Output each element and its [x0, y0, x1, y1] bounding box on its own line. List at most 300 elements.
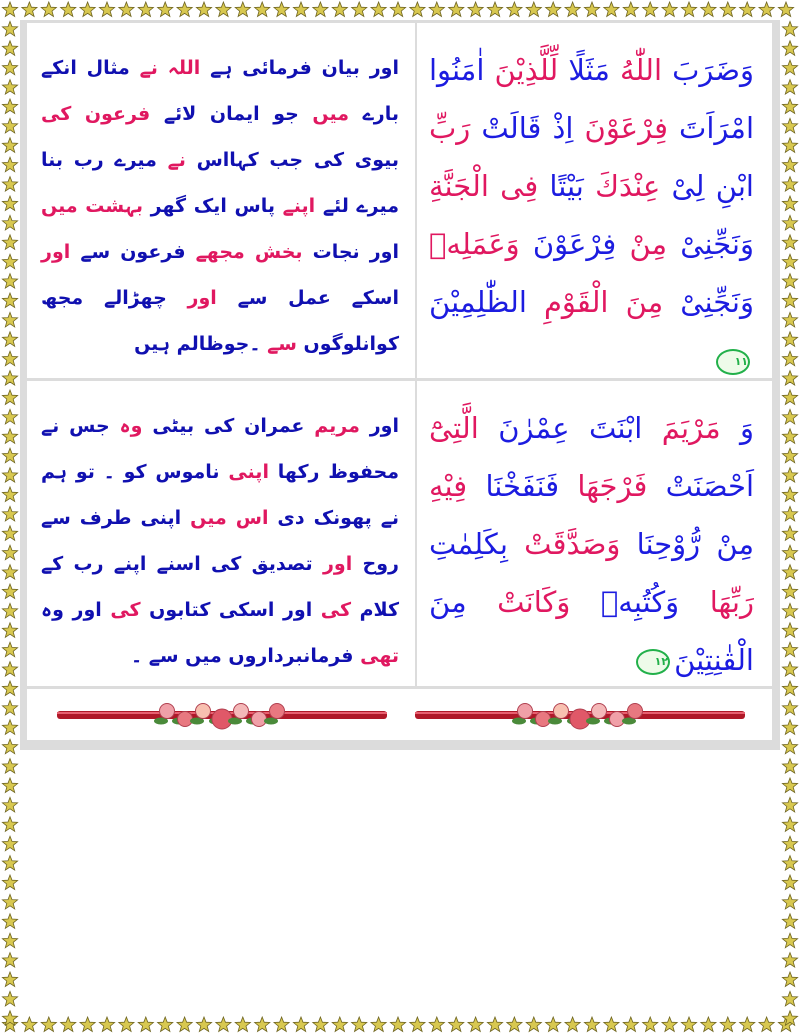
- arabic-word-segment: اللّٰهُ: [609, 53, 663, 87]
- star-icon: [371, 1017, 386, 1032]
- star-icon: [720, 1017, 735, 1032]
- star-icon: [429, 1017, 444, 1032]
- urdu-word-segment: ۔جوظالم ہیں: [134, 333, 261, 355]
- star-icon: [701, 2, 716, 17]
- star-icon: [177, 2, 192, 17]
- urdu-word-segment: ناموس کو ۔ تو ہم نے پھونک دی: [41, 461, 399, 529]
- arabic-word-segment: مِنَ الْقَوْمِ: [526, 285, 664, 319]
- urdu-word-segment: پاس ایک گھر: [143, 195, 275, 217]
- star-icon: [782, 351, 797, 366]
- urdu-word-segment: بیوی کی جب کہااس: [185, 149, 399, 171]
- star-icon: [782, 429, 797, 444]
- rose-icon: [628, 704, 643, 719]
- rose-icon: [212, 709, 232, 729]
- urdu-translation-verse-12: [27, 381, 415, 679]
- urdu-word-segment: میرے رب بنا: [41, 149, 157, 171]
- star-icon: [216, 1017, 231, 1032]
- star-icon: [782, 235, 797, 250]
- urdu-word-segment: اپنے رب کے کلام: [41, 553, 400, 621]
- rose-icon: [178, 712, 193, 727]
- urdu-word-segment: بہشت میں: [41, 195, 143, 217]
- star-icon: [782, 21, 797, 36]
- arabic-word-segment: بَيْتًا: [538, 169, 584, 203]
- star-icon: [782, 332, 797, 347]
- urdu-word-segment: جس نے محفوظ رکھا: [41, 415, 400, 483]
- star-icon: [584, 2, 599, 17]
- star-icon: [782, 274, 797, 289]
- star-icon: [782, 215, 797, 230]
- arabic-text-verse-11: [417, 23, 772, 378]
- urdu-cell-verse-12: [27, 381, 415, 686]
- arabic-word-segment: مِنَ الْقٰنِتِيْنَ: [429, 585, 754, 677]
- arabic-word-segment: عِنْدَكَ: [583, 169, 661, 203]
- star-icon: [2, 953, 17, 968]
- star-icon: [2, 642, 17, 657]
- star-icon: [782, 545, 797, 560]
- star-icon: [119, 2, 134, 17]
- urdu-word-segment: انکے بارے: [41, 57, 400, 125]
- star-icon: [449, 2, 464, 17]
- star-icon: [2, 1017, 17, 1032]
- star-icon: [2, 235, 17, 250]
- arabic-text-verse-12: [417, 381, 772, 686]
- star-icon: [720, 2, 735, 17]
- star-icon: [740, 2, 755, 17]
- star-icon: [61, 2, 76, 17]
- urdu-cell-verse-11: [27, 23, 415, 378]
- star-icon: [138, 1017, 153, 1032]
- urdu-word-segment: اسکے عمل: [267, 287, 399, 309]
- star-icon: [293, 1017, 308, 1032]
- star-icon: [2, 623, 17, 638]
- star-icon: [782, 1011, 797, 1026]
- arabic-word-segment: فَرْجَهَا: [559, 469, 648, 503]
- star-icon: [782, 700, 797, 715]
- star-icon: [2, 409, 17, 424]
- urdu-word-segment: عمران کی بیٹی: [142, 415, 305, 437]
- arabic-word-segment: رُّوْحِنَا: [620, 527, 701, 561]
- rose-icon: [518, 704, 533, 719]
- rose-icon: [196, 704, 211, 719]
- star-icon: [782, 584, 797, 599]
- star-icon: [390, 1017, 405, 1032]
- star-icon: [2, 933, 17, 948]
- star-icon: [2, 836, 17, 851]
- urdu-word-segment: کی: [41, 103, 72, 125]
- urdu-word-segment: اللہ: [157, 57, 201, 79]
- star-icon: [196, 2, 211, 17]
- star-icon: [2, 487, 17, 502]
- urdu-word-segment: میں: [298, 103, 350, 125]
- star-icon: [526, 2, 541, 17]
- star-icon: [99, 2, 114, 17]
- star-icon: [2, 254, 17, 269]
- star-icon: [2, 894, 17, 909]
- ayah-number-icon: ١٢: [636, 649, 670, 675]
- urdu-word-segment: مجھے: [185, 241, 245, 263]
- star-icon: [782, 875, 797, 890]
- star-icon: [782, 623, 797, 638]
- star-icon: [22, 2, 37, 17]
- urdu-word-segment: اور: [359, 57, 399, 79]
- star-icon: [41, 2, 56, 17]
- star-icon: [2, 99, 17, 114]
- star-icon: [255, 1017, 270, 1032]
- urdu-word-segment: اور: [166, 287, 217, 309]
- star-icon: [782, 739, 797, 754]
- star-icon: [782, 681, 797, 696]
- star-icon: [390, 2, 405, 17]
- arabic-word-segment: لِّلَّذِيْنَ: [484, 53, 559, 87]
- footer-ornament-row: [27, 689, 772, 740]
- urdu-word-segment: سے: [260, 333, 297, 355]
- rose-icon: [270, 704, 285, 719]
- star-icon: [158, 2, 173, 17]
- urdu-word-segment: بیان فرمائی ہے: [200, 57, 360, 79]
- arabic-word-segment: وَكَانَتْ: [466, 585, 571, 619]
- star-icon: [782, 177, 797, 192]
- arabic-word-segment: وَنَجِّنِىْ: [663, 285, 755, 319]
- star-icon: [2, 1011, 17, 1026]
- star-icon: [782, 487, 797, 502]
- star-icon: [782, 196, 797, 211]
- star-icon: [782, 157, 797, 172]
- star-icon: [782, 953, 797, 968]
- arabic-word-segment: بِكَلِمٰتِ: [429, 527, 508, 561]
- arabic-word-segment: فِيْهِ: [429, 469, 468, 503]
- star-icon: [2, 332, 17, 347]
- urdu-word-segment: سے: [216, 287, 268, 309]
- star-icon: [158, 1017, 173, 1032]
- star-icon: [782, 254, 797, 269]
- star-icon: [662, 2, 677, 17]
- star-icon: [782, 41, 797, 56]
- arabic-word-segment: رَبِّ: [429, 111, 471, 145]
- arabic-word-segment: الَّتِىْٓ: [429, 411, 479, 445]
- star-icon: [2, 759, 17, 774]
- star-icon: [2, 875, 17, 890]
- star-icon: [235, 1017, 250, 1032]
- star-icon: [604, 1017, 619, 1032]
- arabic-word-segment: وَنَجِّنِىْ: [667, 227, 755, 261]
- star-icon: [2, 565, 17, 580]
- star-icon: [332, 1017, 347, 1032]
- star-icon: [449, 1017, 464, 1032]
- star-icon: [546, 2, 561, 17]
- star-icon: [782, 293, 797, 308]
- star-icon: [2, 41, 17, 56]
- star-icon: [782, 662, 797, 677]
- star-icon: [782, 138, 797, 153]
- verse-table: [27, 23, 772, 740]
- star-icon: [274, 1017, 289, 1032]
- star-icon: [216, 2, 231, 17]
- urdu-word-segment: اور: [312, 553, 353, 575]
- urdu-word-segment: مریم: [304, 415, 360, 437]
- star-icon: [80, 2, 95, 17]
- urdu-word-segment: فرعون سے: [70, 241, 186, 263]
- urdu-word-segment: مثال: [76, 57, 130, 79]
- urdu-word-segment: وہ: [109, 415, 143, 437]
- star-icon: [526, 1017, 541, 1032]
- star-icon: [99, 1017, 114, 1032]
- arabic-word-segment: فَنَفَخْنَا: [467, 469, 560, 503]
- star-icon: [487, 1017, 502, 1032]
- urdu-word-segment: جو ایمان لائے: [150, 103, 299, 125]
- star-icon: [468, 1017, 483, 1032]
- star-icon: [782, 371, 797, 386]
- star-icon: [2, 177, 17, 192]
- star-icon: [565, 1017, 580, 1032]
- star-icon: [782, 390, 797, 405]
- star-icon: [2, 138, 17, 153]
- arabic-word-segment: فِرْعَوْنَ: [573, 111, 668, 145]
- star-icon: [546, 1017, 561, 1032]
- rose-icon: [592, 704, 607, 719]
- star-icon: [778, 1017, 793, 1032]
- arabic-word-segment: ابْنَتَ عِمْرٰنَ: [478, 411, 643, 445]
- star-icon: [313, 1017, 328, 1032]
- urdu-word-segment: اور: [63, 599, 102, 621]
- star-icon: [2, 351, 17, 366]
- star-icon: [2, 991, 17, 1006]
- star-icon: [22, 1017, 37, 1032]
- star-icon: [507, 2, 522, 17]
- star-icon: [255, 2, 270, 17]
- rose-icon: [610, 712, 625, 727]
- star-icon: [352, 1017, 367, 1032]
- urdu-word-segment: اپنی: [219, 461, 269, 483]
- star-icon: [2, 506, 17, 521]
- star-icon: [2, 60, 17, 74]
- star-icon: [313, 2, 328, 17]
- star-icon: [2, 80, 17, 95]
- star-icon: [2, 2, 17, 17]
- star-icon: [782, 468, 797, 483]
- urdu-word-segment: اور: [41, 241, 71, 263]
- star-icon: [410, 1017, 425, 1032]
- star-icon: [782, 914, 797, 929]
- star-icon: [782, 603, 797, 618]
- star-icon: [782, 778, 797, 793]
- star-icon: [2, 196, 17, 211]
- arabic-word-segment: فِرْعَوْنَ: [519, 227, 617, 261]
- star-icon: [2, 429, 17, 444]
- star-icon: [2, 274, 17, 289]
- star-icon: [2, 681, 17, 696]
- star-icon: [2, 545, 17, 560]
- star-icon: [643, 1017, 658, 1032]
- star-icon: [138, 2, 153, 17]
- star-icon: [507, 1017, 522, 1032]
- star-icon: [2, 720, 17, 735]
- urdu-word-segment: تصدیق کی اسنے: [146, 553, 313, 575]
- urdu-word-segment: اور: [359, 415, 399, 437]
- star-icon: [2, 157, 17, 172]
- floral-divider-left-icon: [57, 697, 387, 733]
- star-icon: [410, 2, 425, 17]
- rose-icon: [160, 704, 175, 719]
- urdu-word-segment: اپنے: [274, 195, 316, 217]
- urdu-word-segment: کی: [312, 599, 352, 621]
- star-icon: [2, 817, 17, 832]
- star-icon: [2, 972, 17, 987]
- floral-divider-right-icon: [415, 697, 745, 733]
- star-icon: [2, 526, 17, 541]
- urdu-word-segment: میرے لئے: [315, 195, 400, 217]
- urdu-word-segment: نے: [129, 57, 158, 79]
- star-icon: [274, 2, 289, 17]
- star-icon: [487, 2, 502, 17]
- star-icon: [196, 1017, 211, 1032]
- star-icon: [782, 933, 797, 948]
- star-icon: [782, 720, 797, 735]
- star-icon: [2, 856, 17, 871]
- arabic-word-segment: لِىْ: [660, 169, 705, 203]
- star-icon: [352, 2, 367, 17]
- arabic-word-segment: فِى الْجَنَّةِ: [429, 169, 539, 203]
- star-icon: [2, 448, 17, 463]
- star-icon: [681, 1017, 696, 1032]
- star-icon: [782, 972, 797, 987]
- star-icon: [782, 118, 797, 132]
- star-icon: [782, 312, 797, 327]
- star-icon: [2, 468, 17, 483]
- rose-icon: [252, 712, 267, 727]
- star-icon: [429, 2, 444, 17]
- urdu-word-segment: اور اسکی کتابوں: [140, 599, 313, 621]
- star-icon: [177, 1017, 192, 1032]
- urdu-word-segment: نے: [156, 149, 186, 171]
- arabic-word-segment: مَثَلًا: [558, 53, 610, 87]
- urdu-translation-verse-11: [27, 23, 415, 367]
- arabic-word-segment: وَعَمَلِهٖ: [429, 227, 520, 261]
- star-icon: [782, 80, 797, 95]
- star-icon: [782, 991, 797, 1006]
- arabic-word-segment: رَبِّهَا: [679, 585, 754, 619]
- star-icon: [782, 60, 797, 74]
- star-icon: [468, 2, 483, 17]
- urdu-word-segment: وہ: [41, 599, 64, 621]
- star-icon: [119, 1017, 134, 1032]
- star-icon: [565, 2, 580, 17]
- arabic-word-segment: مَرْيَمَ: [642, 411, 721, 445]
- star-icon: [782, 526, 797, 541]
- urdu-word-segment: بخش: [244, 241, 303, 263]
- star-icon: [623, 1017, 638, 1032]
- star-icon: [61, 1017, 76, 1032]
- rose-icon: [234, 704, 249, 719]
- arabic-cell-verse-12: [417, 381, 772, 686]
- star-icon: [235, 2, 250, 17]
- urdu-word-segment: اس: [226, 507, 269, 529]
- arabic-word-segment: وَضَرَبَ: [662, 53, 755, 87]
- star-icon: [643, 2, 658, 17]
- star-icon: [2, 118, 17, 132]
- star-icon: [782, 894, 797, 909]
- star-icon: [2, 797, 17, 812]
- urdu-word-segment: اور نجات: [302, 241, 400, 263]
- star-icon: [740, 1017, 755, 1032]
- star-icon: [2, 700, 17, 715]
- star-icon: [782, 836, 797, 851]
- content-panel: [20, 20, 780, 750]
- star-icon: [332, 2, 347, 17]
- star-icon: [293, 2, 308, 17]
- star-icon: [2, 390, 17, 405]
- star-icon: [782, 99, 797, 114]
- ayah-number-icon: ١١: [716, 349, 750, 375]
- arabic-word-segment: اٰمَنُوا: [429, 53, 485, 87]
- star-icon: [701, 1017, 716, 1032]
- star-icon: [584, 1017, 599, 1032]
- star-icon: [2, 371, 17, 386]
- star-icon: [681, 2, 696, 17]
- rose-icon: [570, 709, 590, 729]
- urdu-word-segment: چھڑالے مجھ کوانلوگوں: [41, 287, 399, 355]
- star-icon: [2, 914, 17, 929]
- arabic-word-segment: اَحْصَنَتْ: [647, 469, 755, 503]
- star-icon: [2, 312, 17, 327]
- urdu-word-segment: فرعون: [71, 103, 151, 125]
- arabic-word-segment: مِنْ: [616, 227, 668, 261]
- star-icon: [604, 2, 619, 17]
- arabic-word-segment: وَصَدَّقَتْ: [507, 527, 621, 561]
- star-icon: [782, 565, 797, 580]
- star-icon: [41, 1017, 56, 1032]
- star-icon: [2, 21, 17, 36]
- urdu-word-segment: اپنی طرف سے روح: [41, 507, 399, 575]
- star-icon: [623, 2, 638, 17]
- arabic-word-segment: وَ: [720, 411, 754, 445]
- arabic-word-segment: وَكُتُبِهٖ: [570, 585, 680, 619]
- star-icon: [759, 2, 774, 17]
- star-icon: [2, 293, 17, 308]
- urdu-word-segment: تھی: [353, 645, 399, 667]
- star-icon: [782, 506, 797, 521]
- star-icon: [2, 215, 17, 230]
- arabic-word-segment: امْرَاَتَ: [667, 111, 755, 145]
- star-icon: [2, 603, 17, 618]
- star-icon: [2, 584, 17, 599]
- star-icon: [662, 1017, 677, 1032]
- arabic-word-segment: اِذْ قَالَتْ: [470, 111, 574, 145]
- urdu-word-segment: کی: [101, 599, 141, 621]
- star-icon: [759, 1017, 774, 1032]
- star-icon: [782, 642, 797, 657]
- arabic-word-segment: مِنْ: [700, 527, 754, 561]
- star-icon: [2, 778, 17, 793]
- rose-icon: [554, 704, 569, 719]
- arabic-word-segment: ابْنِ: [704, 169, 754, 203]
- star-icon: [782, 409, 797, 424]
- arabic-word-segment: الظّٰلِمِيْنَ: [429, 285, 527, 319]
- star-icon: [371, 2, 386, 17]
- star-icon: [782, 448, 797, 463]
- star-icon: [778, 2, 793, 17]
- urdu-word-segment: میں: [181, 507, 227, 529]
- rose-icon: [536, 712, 551, 727]
- star-icon: [2, 662, 17, 677]
- star-icon: [80, 1017, 95, 1032]
- star-icon: [782, 797, 797, 812]
- urdu-word-segment: فرمانبرداروں میں سے ۔: [130, 645, 354, 667]
- star-icon: [2, 739, 17, 754]
- star-icon: [782, 817, 797, 832]
- star-icon: [782, 856, 797, 871]
- arabic-cell-verse-11: [417, 23, 772, 378]
- star-icon: [782, 759, 797, 774]
